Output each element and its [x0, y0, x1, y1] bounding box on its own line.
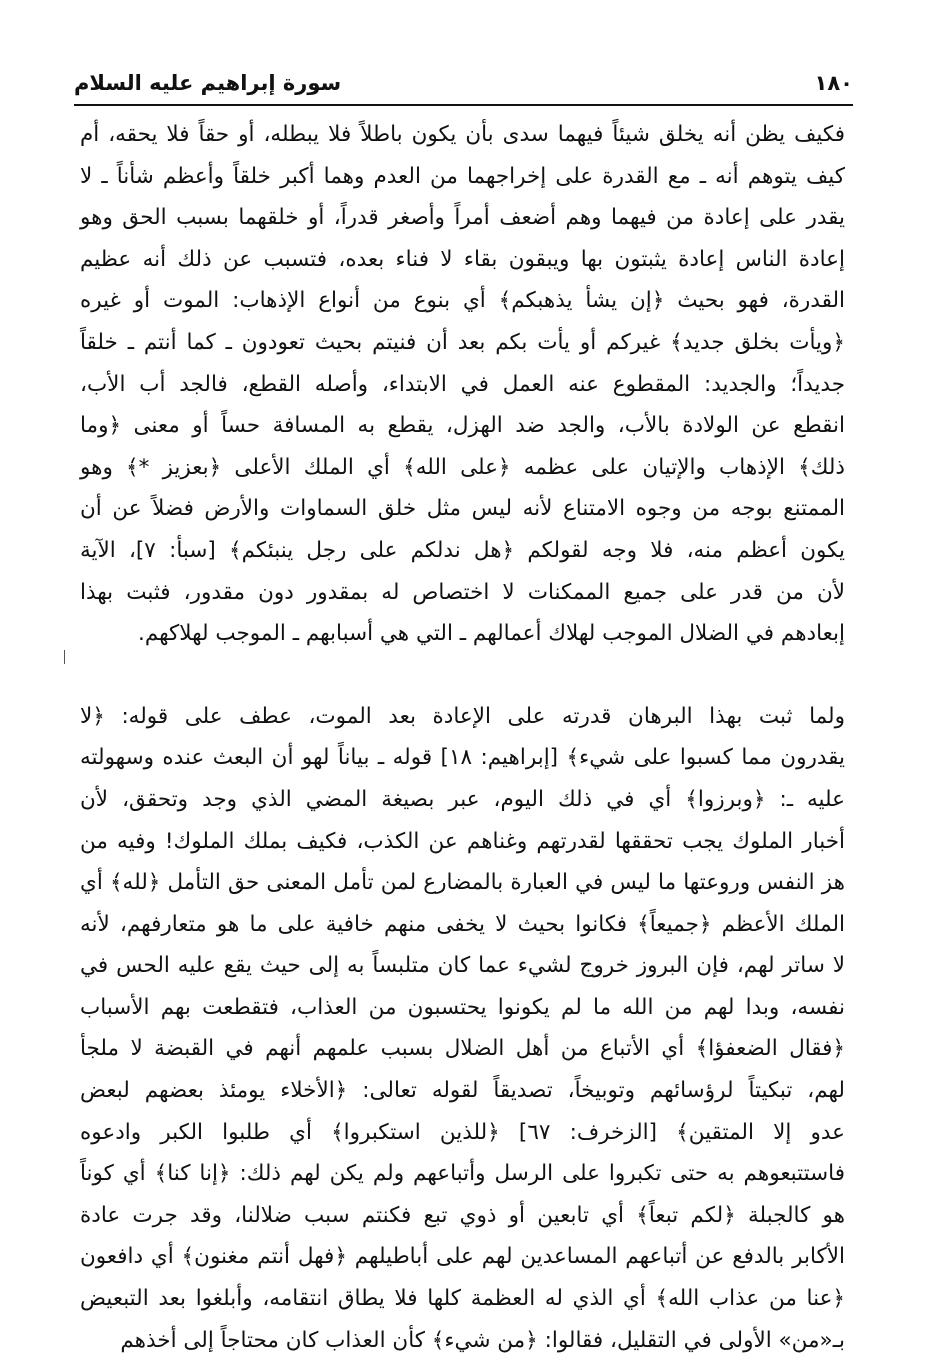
- text-line: عدو إلا المتقين﴾ [الزخرف: ٦٧] ﴿للذين استكبروا﴾ أي طلبوا الكبر وادعوه: [80, 1119, 845, 1145]
- text-line: ذلك﴾ الإذهاب والإتيان على عظمه ﴿على الله﴾ أي الملك الأعلى ﴿بعزيز *﴾ وهو: [80, 454, 845, 480]
- text-line: ﴿عنا من عذاب الله﴾ أي الذي له العظمة كلها فلا يطاق انتقامه، وأبلغوا بعد التبعيض: [80, 1286, 845, 1312]
- margin-mark: [64, 650, 65, 664]
- text-line: كيف يتوهم أنه ـ مع القدرة على إخراجهما من العدم وهما أكبر خلقاً وأعظم شأناً ـ لا: [80, 163, 845, 189]
- page-header: [74, 64, 853, 102]
- text-line: إعادة الناس إعادة يثبتون بها ويبقون بقاء لا فناء بعده، فتسبب عن ذلك أنه عظيم: [80, 246, 845, 272]
- text-line: ﴿فقال الضعفؤا﴾ أي الأتباع من أهل الضلال بسبب علمهم أنهم في القبضة لا ملجأ: [80, 1036, 845, 1062]
- text-line: هو كالجبلة ﴿لكم تبعاً﴾ أي تابعين أو ذوي تبع فكنتم سبب ضلالنا، وقد جرت عادة: [80, 1202, 845, 1228]
- text-line: يقدرون مما كسبوا على شيء﴾ [إبراهيم: ١٨] قوله ـ بياناً لهو أن البعث عنده وسهولته: [80, 745, 845, 771]
- page-body: [80, 114, 845, 1361]
- text-line: فاستتبعوهم به حتى تكبروا على الرسل وأتباعهم ولم يكن لهم ذلك: ﴿إنا كنا﴾ أي كوناً: [80, 1161, 845, 1187]
- text-line: جديداً؛ والجديد: المقطوع عنه العمل في الابتداء، وأصله القطع، فالجد أب الأب،: [80, 371, 845, 397]
- text-line: انقطع عن الولادة بالأب، والجد ضد الهزل، يقطع به المسافة حساً أو معنى ﴿وما: [80, 413, 845, 439]
- text-line: لهم، تبكيتاً لرؤسائهم وتوبيخاً، تصديقاً لقوله تعالى: ﴿الأخلاء يومئذ بعضهم لبعض: [80, 1078, 845, 1104]
- text-line: ﴿ويأت بخلق جديد﴾ غيركم أو يأت بكم بعد أن فنيتم بحيث تعودون ـ كما أنتم ـ خلقاً: [80, 329, 845, 355]
- text-line: نفسه، وبدا لهم من الله ما لم يكونوا يحتسبون من العذاب، فتقطعت بهم الأسباب: [80, 994, 845, 1020]
- header-divider: [74, 104, 853, 106]
- text-line: أخبار الملوك يجب تحققها لقدرتهم وغناهم عن الكذب، فكيف بملك الملوك! وفيه من: [80, 828, 845, 854]
- text-line: بـ«من» الأولى في التقليل، فقالوا: ﴿من شيء﴾ كأن العذاب كان محتاجاً إلى أخذهم: [120, 1327, 845, 1353]
- text-line: هز النفس وروعتها ما ليس في العبارة بالمضارع لمن تأمل المعنى حق التأمل ﴿لله﴾ أي: [80, 870, 845, 896]
- text-line: الممتنع بوجه من وجوه الامتناع لأنه ليس مثل خلق السماوات والأرض فضلاً عن أن: [80, 496, 845, 522]
- paragraph-1: [80, 114, 845, 655]
- text-line: إبعادهم في الضلال الموجب لهلاك أعمالهم ـ التي هي أسبابهم ـ الموجب لهلاكهم.: [137, 621, 845, 647]
- page-number: ١٨٠: [814, 71, 853, 95]
- text-line: فكيف يظن أنه يخلق شيئاً فيهما سدى بأن يكون باطلاً فلا يبطله، أو حقاً فلا يحقه، أم: [80, 122, 845, 147]
- text-line: الأكابر بالدفع عن أتباعهم المساعدين لهم على أباطيلهم ﴿فهل أنتم مغنون﴾ أي دافعون: [80, 1244, 845, 1270]
- text-line: عليه ـ: ﴿وبرزوا﴾ أي في ذلك اليوم، عبر بصيغة المضي الذي وجد وتحقق، لأن: [80, 786, 845, 812]
- text-line: الملك الأعظم ﴿جميعاً﴾ فكانوا بحيث لا يخفى منهم خافية على ما هو متعارفهم، لأنه: [80, 911, 845, 937]
- text-line: يكون أعظم منه، فلا وجه لقولكم ﴿هل ندلكم على رجل ينبئكم﴾ [سبأ: ٧]، الآية: [80, 537, 845, 563]
- text-line: القدرة، فهو بحيث ﴿إن يشأ يذهبكم﴾ أي بنوع من أنواع الإذهاب: الموت أو غيره: [80, 288, 845, 314]
- text-line: لأن من قدر على جميع الممكنات لا اختصاص له بمقدور دون مقدور، فثبت بهذا: [80, 579, 845, 605]
- text-line: لا ساتر لهم، فإن البروز خروج لشيء عما كان متلبساً به إلى حيث يقع عليه الحس في: [80, 953, 845, 979]
- paragraph-2: [80, 696, 845, 1361]
- text-line: يقدر على إعادة من فيهما وهم أضعف أمراً وأصغر قدراً، أو خلقهما بسبب الحق وهو: [80, 205, 845, 231]
- surah-title: سورة إبراهيم عليه السلام: [74, 71, 342, 95]
- text-line: ولما ثبت بهذا البرهان قدرته على الإعادة بعد الموت، عطف على قوله: ﴿لا: [80, 703, 845, 729]
